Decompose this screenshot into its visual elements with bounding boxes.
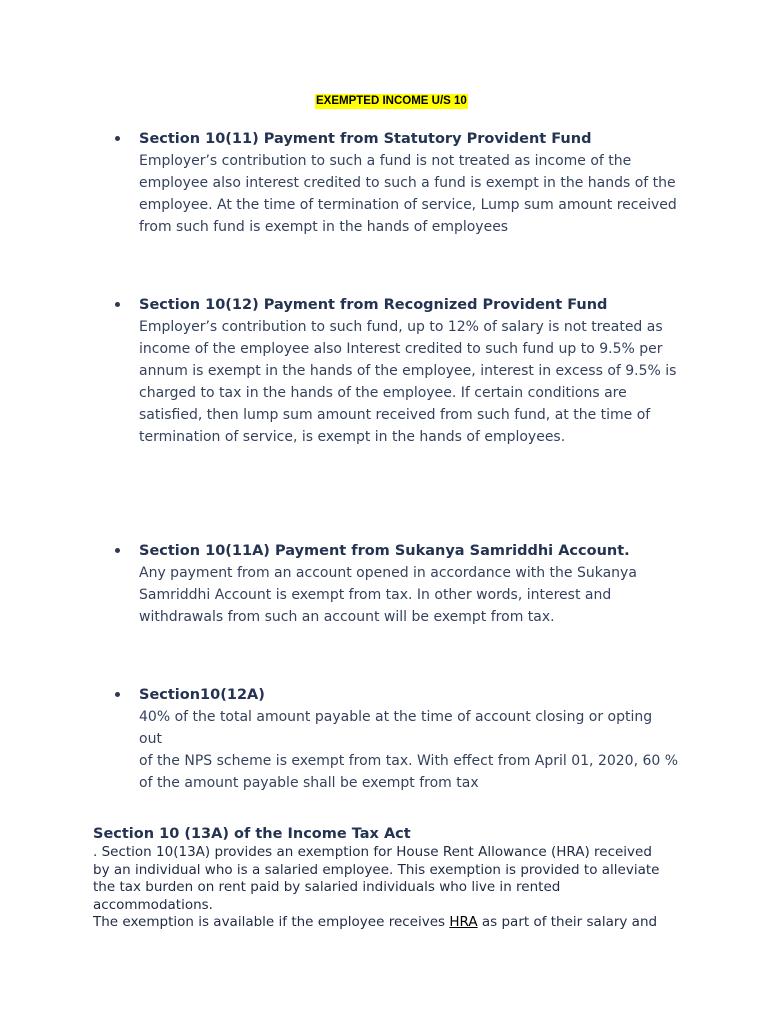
body-line: . Section 10(13A) provides an exemption for House Rent Allowance (HRA) received	[93, 844, 652, 860]
section-heading: Section 10 (13A) of the Income Tax Act	[93, 826, 411, 842]
section-body	[139, 706, 679, 794]
body-line: employee also interest credited to such a fund is exempt in the hands of the	[139, 175, 676, 191]
body-line: charged to tax in the hands of the employee. If certain conditions are	[139, 385, 627, 401]
body-line: Employer’s contribution to such fund, up to 12% of salary is not treated as	[139, 319, 663, 335]
body-line: accommodations.	[93, 896, 213, 913]
body-line: termination of service, is exempt in the hands of employees.	[139, 429, 566, 445]
section-10-12a	[139, 684, 679, 794]
bullet-icon	[115, 302, 120, 307]
body-line: Samriddhi Account is exempt from tax. In other words, interest and	[139, 587, 612, 603]
body-line: Employer’s contribution to such a fund is not treated as income of the	[139, 153, 632, 169]
body-line: employee. At the time of termination of service, Lump sum amount received	[139, 197, 677, 213]
body-line: 40% of the total amount payable at the time of account closing or opting out	[139, 709, 653, 747]
bullet-icon	[115, 548, 120, 553]
body-line: annum is exempt in the hands of the employee, interest in excess of 9.5% is	[139, 363, 677, 379]
document-title: EXEMPTED INCOME U/S 10	[316, 95, 467, 107]
body-line: from such fund is exempt in the hands of employees	[139, 219, 509, 235]
body-text: The exemption is available if the employee receives	[93, 914, 450, 930]
body-line: by an individual who is a salaried employee. This exemption is provided to alleviate	[93, 861, 660, 878]
body-line: income of the employee also Interest credited to such fund up to 9.5% per	[139, 341, 663, 357]
body-line: Any payment from an account opened in accordance with the Sukanya	[139, 565, 637, 581]
section-body	[139, 562, 679, 628]
bullet-icon	[115, 692, 120, 697]
hra-link[interactable]: HRA	[449, 914, 478, 930]
section-10-12	[139, 294, 679, 448]
bullet-icon	[115, 136, 120, 141]
body-line: of the NPS scheme is exempt from tax. With effect from April 01, 2020, 60 %	[139, 753, 679, 769]
body-line	[93, 914, 673, 932]
section-body	[139, 316, 679, 448]
body-line: of the amount payable shall be exempt from tax	[139, 775, 479, 791]
section-10-11a	[139, 540, 679, 628]
section-heading: Section10(12A)	[139, 687, 265, 703]
body-text: as part of their salary and	[477, 914, 658, 930]
body-line: the tax burden on rent paid by salaried individuals who live in rented	[93, 879, 561, 895]
section-heading: Section 10(12) Payment from Recognized Provident Fund	[139, 297, 608, 313]
section-body	[139, 150, 679, 238]
body-line: withdrawals from such an account will be exempt from tax.	[139, 609, 555, 625]
section-10-13a	[93, 824, 673, 932]
section-heading: Section 10(11A) Payment from Sukanya Samriddhi Account.	[139, 543, 630, 559]
section-10-11	[139, 128, 679, 238]
body-line: satisfied, then lump sum amount received from such fund, at the time of	[139, 407, 651, 423]
section-heading: Section 10(11) Payment from Statutory Provident Fund	[139, 131, 592, 147]
